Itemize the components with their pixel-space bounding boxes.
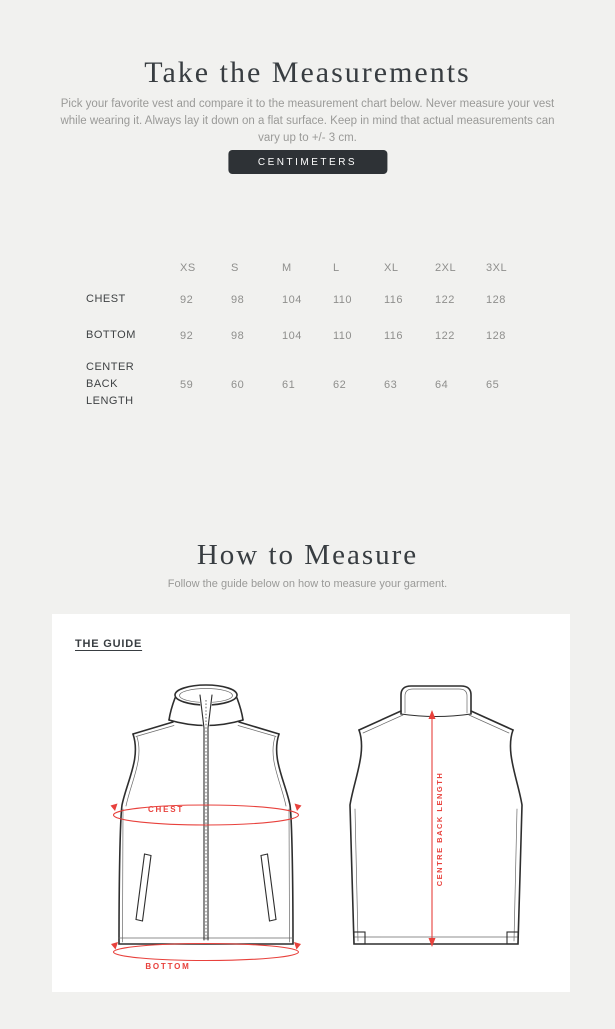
table-row-center-back-length — [86, 359, 537, 410]
centre-back-measure-label: CENTRE BACK LENGTH — [435, 771, 444, 887]
centimeters-unit-button[interactable]: CENTIMETERS — [228, 150, 387, 174]
guide-card — [52, 614, 570, 992]
guide-tab-link[interactable]: THE GUIDE — [75, 638, 143, 650]
page-title: Take the Measurements — [144, 56, 471, 90]
table-cell: 98 — [231, 294, 245, 306]
front-pocket-left — [136, 854, 151, 921]
size-column-header: XL — [384, 262, 399, 274]
table-cell: 65 — [486, 378, 500, 391]
size-column-header: 3XL — [486, 262, 508, 274]
table-row-bottom — [86, 327, 537, 345]
table-cell: 128 — [486, 330, 506, 342]
table-cell: 122 — [435, 294, 455, 306]
size-column-header: M — [282, 262, 292, 274]
size-column-header: XS — [180, 262, 196, 274]
vest-back-diagram — [330, 678, 542, 974]
table-cell: 110 — [333, 294, 353, 306]
table-cell: 62 — [333, 378, 347, 391]
table-cell: 98 — [231, 330, 245, 342]
size-column-header: 2XL — [435, 262, 457, 274]
size-column-header: L — [333, 262, 340, 274]
vest-front-diagram — [100, 678, 312, 974]
table-cell: 116 — [384, 294, 404, 306]
table-cell: 104 — [282, 330, 302, 342]
row-label: CENTER BACK LENGTH — [86, 361, 135, 407]
table-cell: 122 — [435, 330, 455, 342]
table-cell: 61 — [282, 378, 296, 391]
table-cell: 92 — [180, 330, 194, 342]
measurement-table — [86, 259, 537, 410]
row-label: CHEST — [86, 293, 126, 305]
empty-corner-cell — [86, 259, 180, 277]
how-to-measure-subtitle: Follow the guide below on how to measure your garment. — [167, 578, 448, 590]
size-column-header: S — [231, 262, 239, 274]
table-row-chest — [86, 291, 537, 309]
front-pocket-right — [261, 854, 276, 921]
table-cell: 92 — [180, 294, 194, 306]
table-cell: 110 — [333, 330, 353, 342]
table-cell: 63 — [384, 378, 398, 391]
chest-measure-label: CHEST — [147, 805, 185, 814]
side-vent-left — [354, 932, 365, 944]
bottom-measure-label: BOTTOM — [145, 962, 191, 971]
table-cell: 60 — [231, 378, 245, 391]
table-cell: 116 — [384, 330, 404, 342]
intro-description: Pick your favorite vest and compare it to the measurement chart below. Never measure your vest while wearing it. Always lay it down on a flat surface. Keep in mind that actual measurements can vary up to +/- 3 cm. — [60, 97, 555, 144]
chest-measure-arrow — [114, 805, 299, 825]
how-to-measure-title: How to Measure — [196, 539, 419, 572]
bottom-measure-arrow — [114, 944, 299, 961]
back-collar — [401, 686, 471, 714]
table-cell: 59 — [180, 378, 194, 391]
side-vent-right — [507, 932, 518, 944]
table-cell: 104 — [282, 294, 302, 306]
table-cell: 128 — [486, 294, 506, 306]
table-cell: 64 — [435, 378, 449, 391]
size-header-row — [86, 259, 537, 277]
row-label: BOTTOM — [86, 329, 136, 341]
